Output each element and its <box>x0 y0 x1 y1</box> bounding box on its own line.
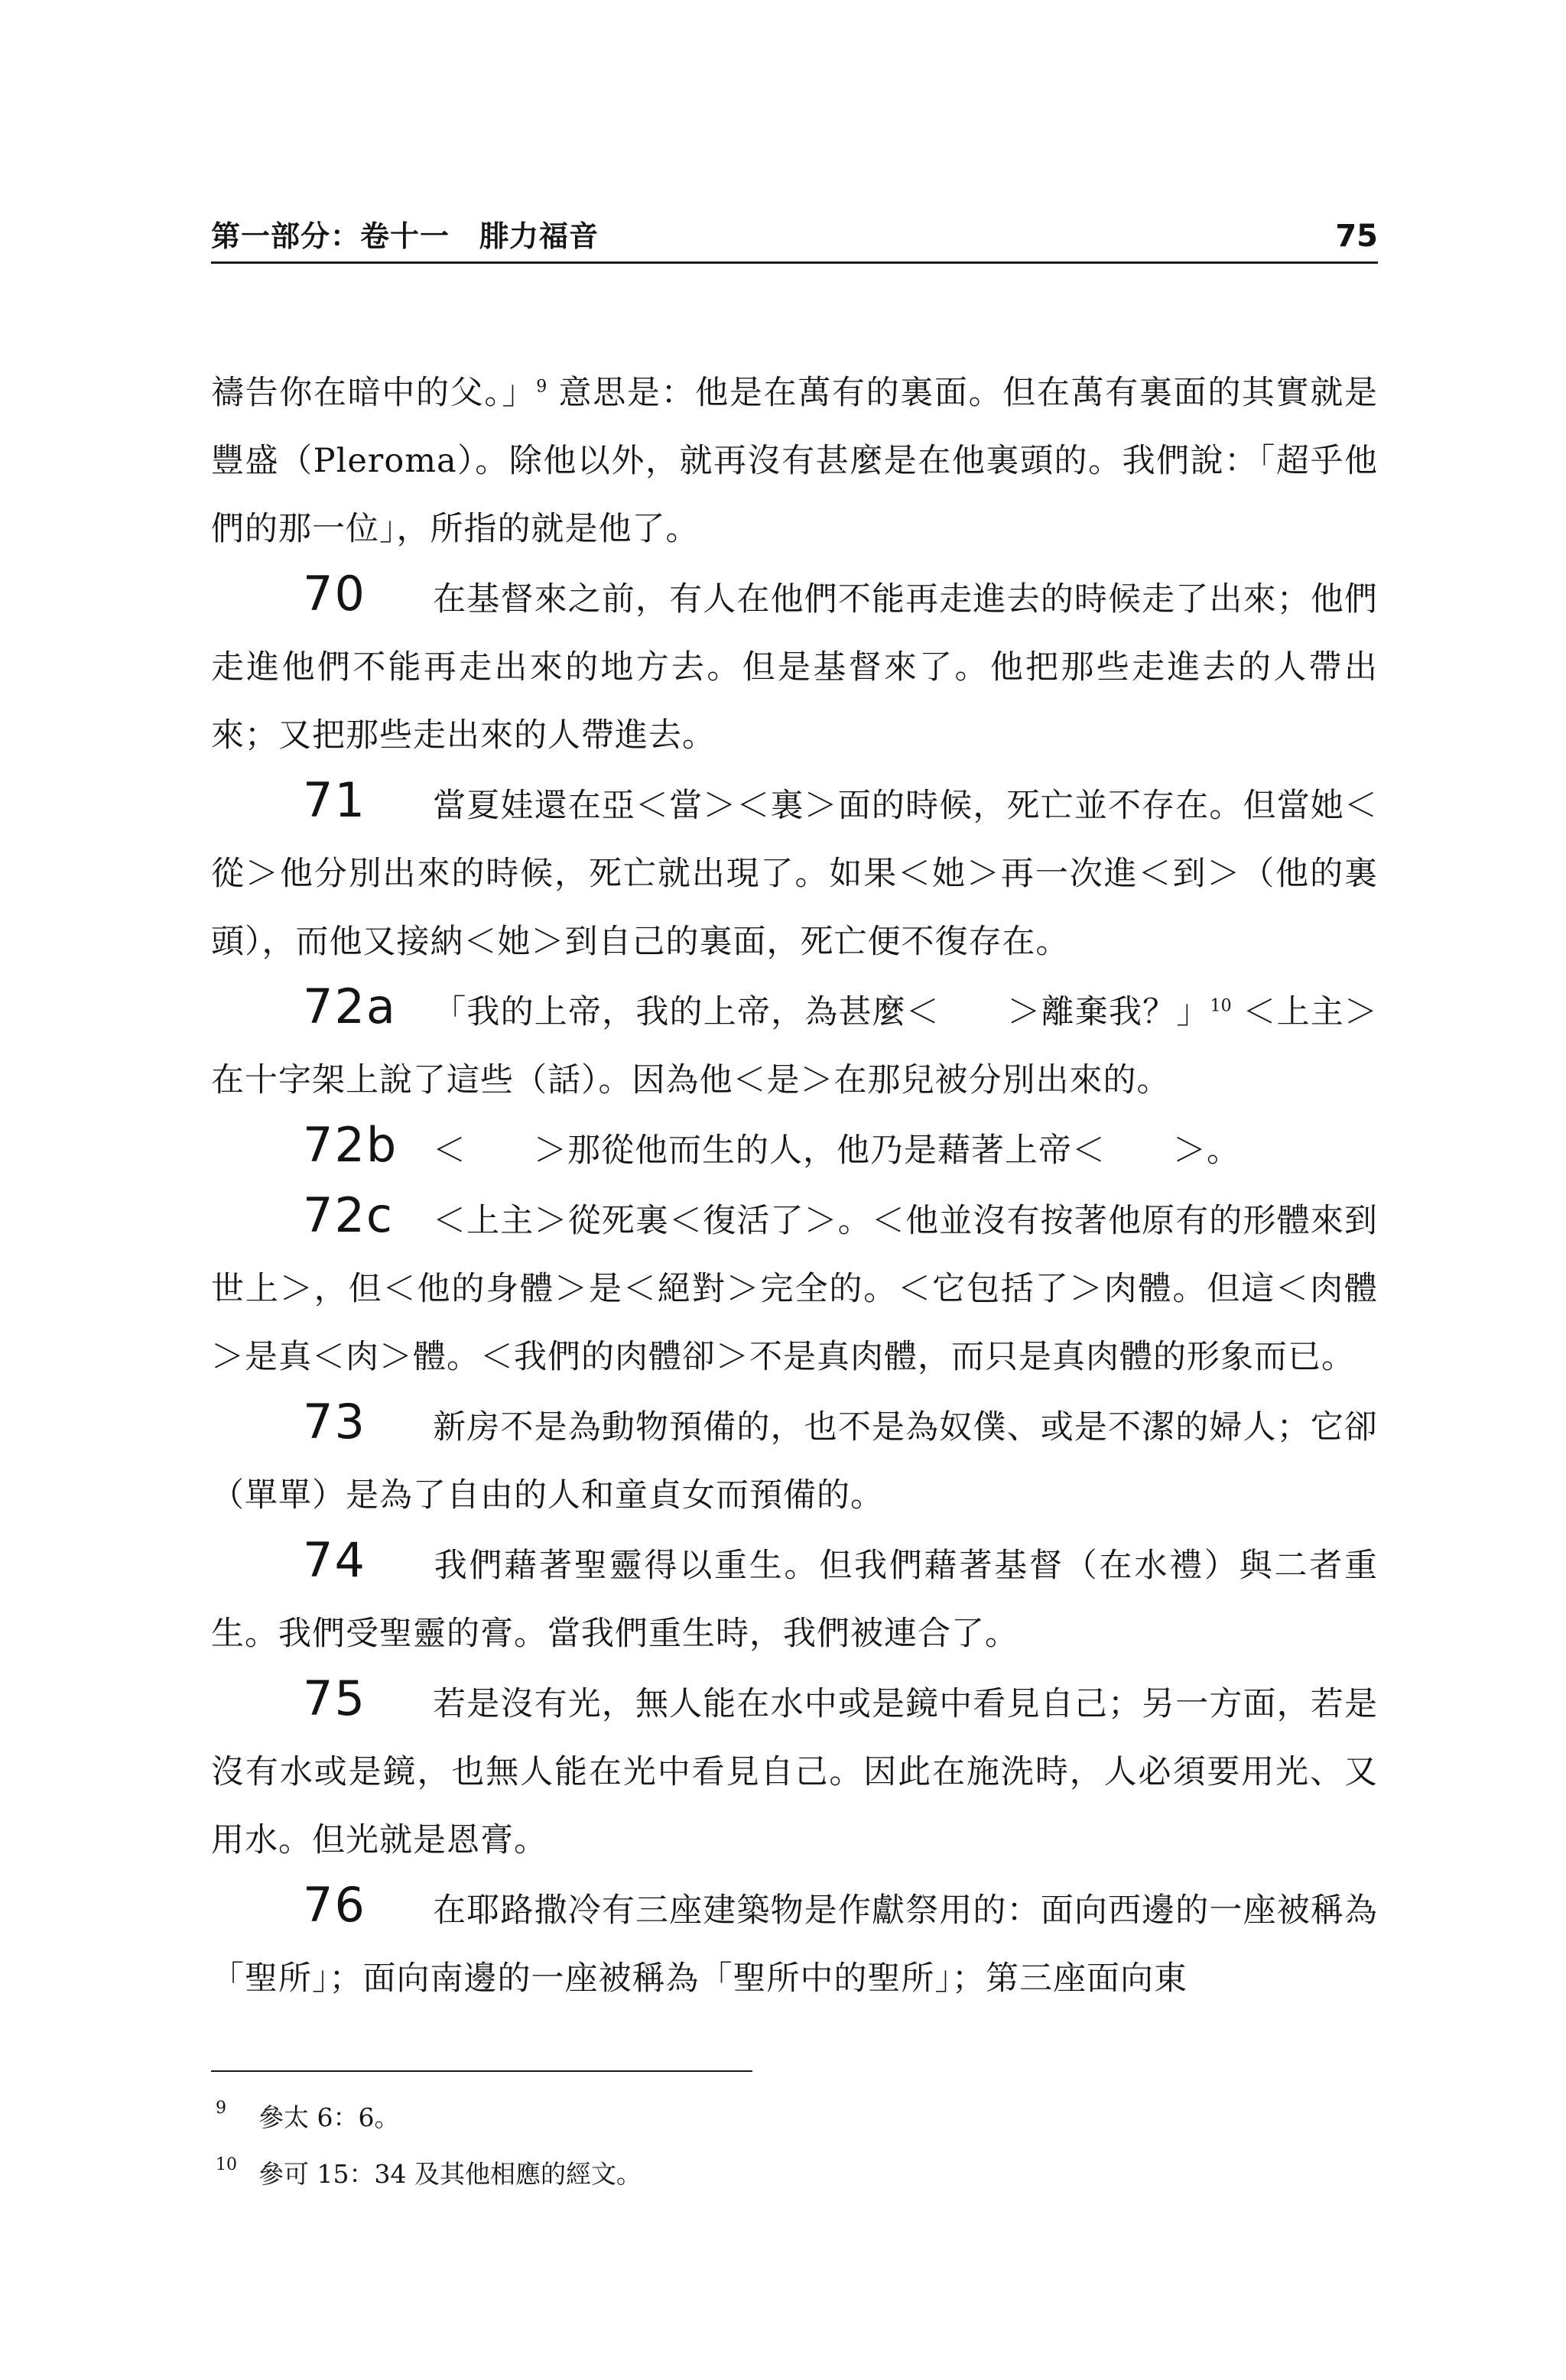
paragraph-70 <box>211 563 1378 770</box>
paragraph-text: ＜上主＞在十字架上說了這些（話）。因為他＜是＞在那兒被分別出來的。 <box>211 993 1379 1099</box>
paragraph-text: 在耶路撒冷有三座建築物是作獻祭用的：面向西邊的一座被稱為「聖所」；面向南邊的一座被稱為「聖所中的聖所」；第三座面向東 <box>211 1891 1378 1998</box>
saying-number: 70 <box>303 566 366 622</box>
footnotes <box>211 2095 1378 2208</box>
paragraph-72a <box>211 976 1378 1115</box>
footnote-9 <box>211 2095 1378 2151</box>
body-text <box>211 359 1378 2013</box>
paragraph-text: 我們藉著聖靈得以重生。但我們藉著基督（在水禮）與二者重生。我們受聖靈的膏。當我們重生時，我們被連合了。 <box>211 1547 1378 1653</box>
paragraph-text: 當夏娃還在亞＜當＞＜裏＞面的時候，死亡並不存在。但當她＜從＞他分別出來的時候，死亡就出現了。如果＜她＞再一次進＜到＞（他的裏頭），而他又接納＜她＞到自己的裏面，死亡便不復存在。 <box>211 787 1378 961</box>
saying-number: 72a <box>303 979 397 1034</box>
paragraph-75 <box>211 1668 1378 1875</box>
saying-number: 72b <box>303 1117 398 1173</box>
running-head-title: 第一部分：卷十一 腓力福音 <box>211 219 599 253</box>
footnote-text: 參太 6：6。 <box>258 2102 400 2132</box>
paragraph-72b <box>211 1115 1378 1185</box>
saying-number: 72c <box>303 1187 394 1243</box>
page-number: 75 <box>1335 219 1378 254</box>
paragraph-76 <box>211 1875 1378 2013</box>
paragraph-text: ＜ ＞那從他而生的人，他乃是藉著上帝＜ ＞。 <box>433 1132 1240 1170</box>
paragraph-text: ＜上主＞從死裏＜復活了＞。＜他並沒有按著他原有的形體來到世上＞，但＜他的身體＞是＜絕對＞完全的。＜它包括了＞肉體。但這＜肉體＞是真＜肉＞體。＜我們的肉體卻＞不是真肉體，而只是真肉體的形象而已。 <box>211 1202 1378 1376</box>
paragraph-71 <box>211 770 1378 976</box>
saying-number: 75 <box>303 1671 366 1726</box>
paragraph-continued <box>211 359 1378 563</box>
footnote-10 <box>211 2151 1378 2208</box>
footnote-text: 參可 15：34 及其他相應的經文。 <box>258 2159 642 2189</box>
paragraph-text: 意思是：他是在萬有的裏面。但在萬有裏面的其實就是豐盛（Pleroma）。除他以外，就再沒有甚麼是在他裏頭的。我們說：「超乎他們的那一位」，所指的就是他了。 <box>211 374 1379 548</box>
footnote-divider <box>211 2070 752 2072</box>
footnote-mark: 9 <box>216 2099 226 2118</box>
saying-number: 73 <box>303 1394 366 1450</box>
footnote-ref[interactable]: 9 <box>536 377 547 397</box>
paragraph-text: 新房不是為動物預備的，也不是為奴僕、或是不潔的婦人；它卻（單單）是為了自由的人和童貞女而預備的。 <box>211 1408 1378 1515</box>
saying-number: 74 <box>303 1532 366 1588</box>
paragraph-text: 若是沒有光，無人能在水中或是鏡中看見自己；另一方面，若是沒有水或是鏡，也無人能在光中看見自己。因此在施洗時，人必須要用光、又用水。但光就是恩膏。 <box>211 1685 1378 1859</box>
paragraph-74 <box>211 1530 1378 1668</box>
paragraph-text: 禱告你在暗中的父。」 <box>211 374 537 412</box>
paragraph-text: 「我的上帝，我的上帝，為甚麼＜ ＞離棄我？」 <box>433 993 1210 1031</box>
paragraph-72c <box>211 1185 1378 1391</box>
running-head <box>211 216 1378 264</box>
paragraph-73 <box>211 1391 1378 1530</box>
paragraph-text: 在基督來之前，有人在他們不能再走進去的時候走了出來；他們走進他們不能再走出來的地方去。但是基督來了。他把那些走進去的人帶出來；又把那些走出來的人帶進去。 <box>211 580 1378 755</box>
saying-number: 71 <box>303 772 366 828</box>
footnote-ref[interactable]: 10 <box>1210 996 1232 1016</box>
footnote-mark: 10 <box>216 2155 237 2174</box>
saying-number: 76 <box>303 1877 366 1933</box>
